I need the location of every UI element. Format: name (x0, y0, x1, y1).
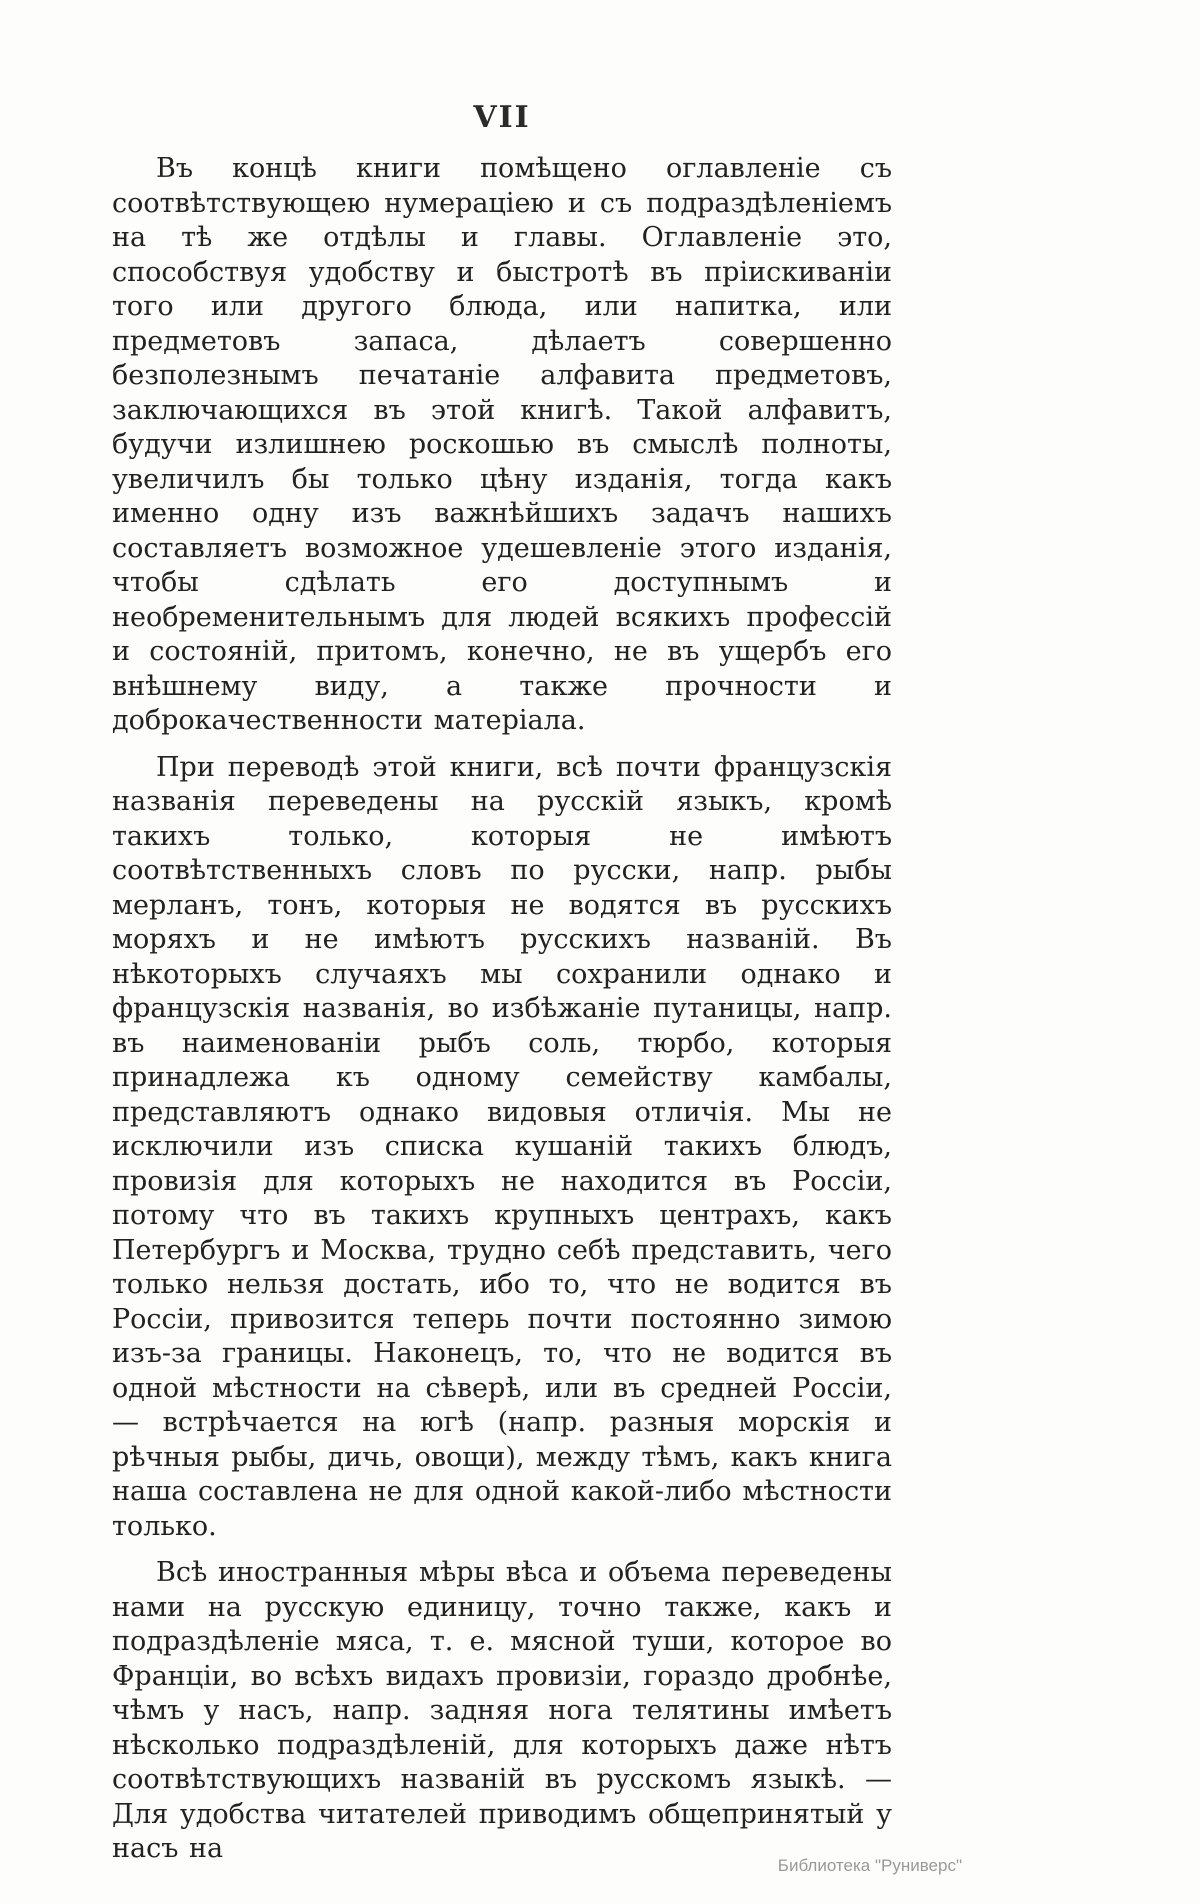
paragraph-2: При переводѣ этой книги, всѣ почти французскія названія переведены на русскій языкъ, кромѣ такихъ только, которыя не имѣютъ соотвѣтственныхъ словъ по русски, напр. рыбы мерланъ, тонъ, которыя не водятся въ русскихъ моряхъ и не имѣютъ русскихъ названій. Въ нѣкоторыхъ случаяхъ мы сохранили однако и французскія названія, во избѣжаніе путаницы, напр. въ наименованіи рыбъ соль, тюрбо, которыя принадлежа къ одному семейству камбалы, представляютъ однако видовыя отличія. Мы не исключили изъ списка кушаній такихъ блюдъ, провизія для которыхъ не находится въ Россіи, потому что въ такихъ крупныхъ центрахъ, какъ Петербургъ и Москва, трудно себѣ представить, чего только нельзя достать, ибо то, что не водится въ Россіи, привозится теперь почти постоянно зимою изъ-за границы. Наконецъ, то, что не водится въ одной мѣстности на сѣверѣ, или въ средней Россіи, — встрѣчается на югѣ (напр. разныя морскія и рѣчныя рыбы, дичь, овощи), между тѣмъ, какъ книга наша составлена не для одной какой-либо мѣстности только. (112, 751, 892, 1542)
paragraph-1: Въ концѣ книги помѣщено оглавленіе съ соотвѣтствующею нумераціею и съ подраздѣленіемъ на тѣ же отдѣлы и главы. Оглавленіе это, способствуя удобству и быстротѣ въ пріискиваніи того или другого блюда, или напитка, или предметовъ запаса, дѣлаетъ совершенно безполезнымъ печатаніе алфавита предметовъ, заключающихся въ этой книгѣ. Такой алфавитъ, будучи излишнею роскошью въ смыслѣ полноты, увеличилъ бы только цѣну изданія, тогда какъ именно одну изъ важнѣйшихъ задачъ нашихъ составляетъ возможное удешевленіе этого изданія, чтобы сдѣлать его доступнымъ и необременительнымъ для людей всякихъ профессій и состояній, притомъ, конечно, не въ ущербъ его внѣшнему виду, а также прочности и доброкачественности матеріала. (112, 153, 892, 736)
text-block (112, 152, 892, 1879)
page-number: VII (473, 100, 531, 135)
library-watermark: Библиотека "Руниверс" (777, 1856, 962, 1875)
paragraph-3: Всѣ иностранныя мѣры вѣса и объема переведены нами на русскую единицу, точно также, какъ и подраздѣленіе мяса, т. е. мясной туши, которое во Франціи, во всѣхъ видахъ провизіи, гораздо дробнѣе, чѣмъ у насъ, напр. задняя нога телятины имѣетъ нѣсколько подраздѣленій, для которыхъ даже нѣтъ соотвѣтствующихъ названій въ русскомъ языкѣ. — Для удобства читателей приводимъ общепринятый у насъ на (112, 1557, 892, 1864)
